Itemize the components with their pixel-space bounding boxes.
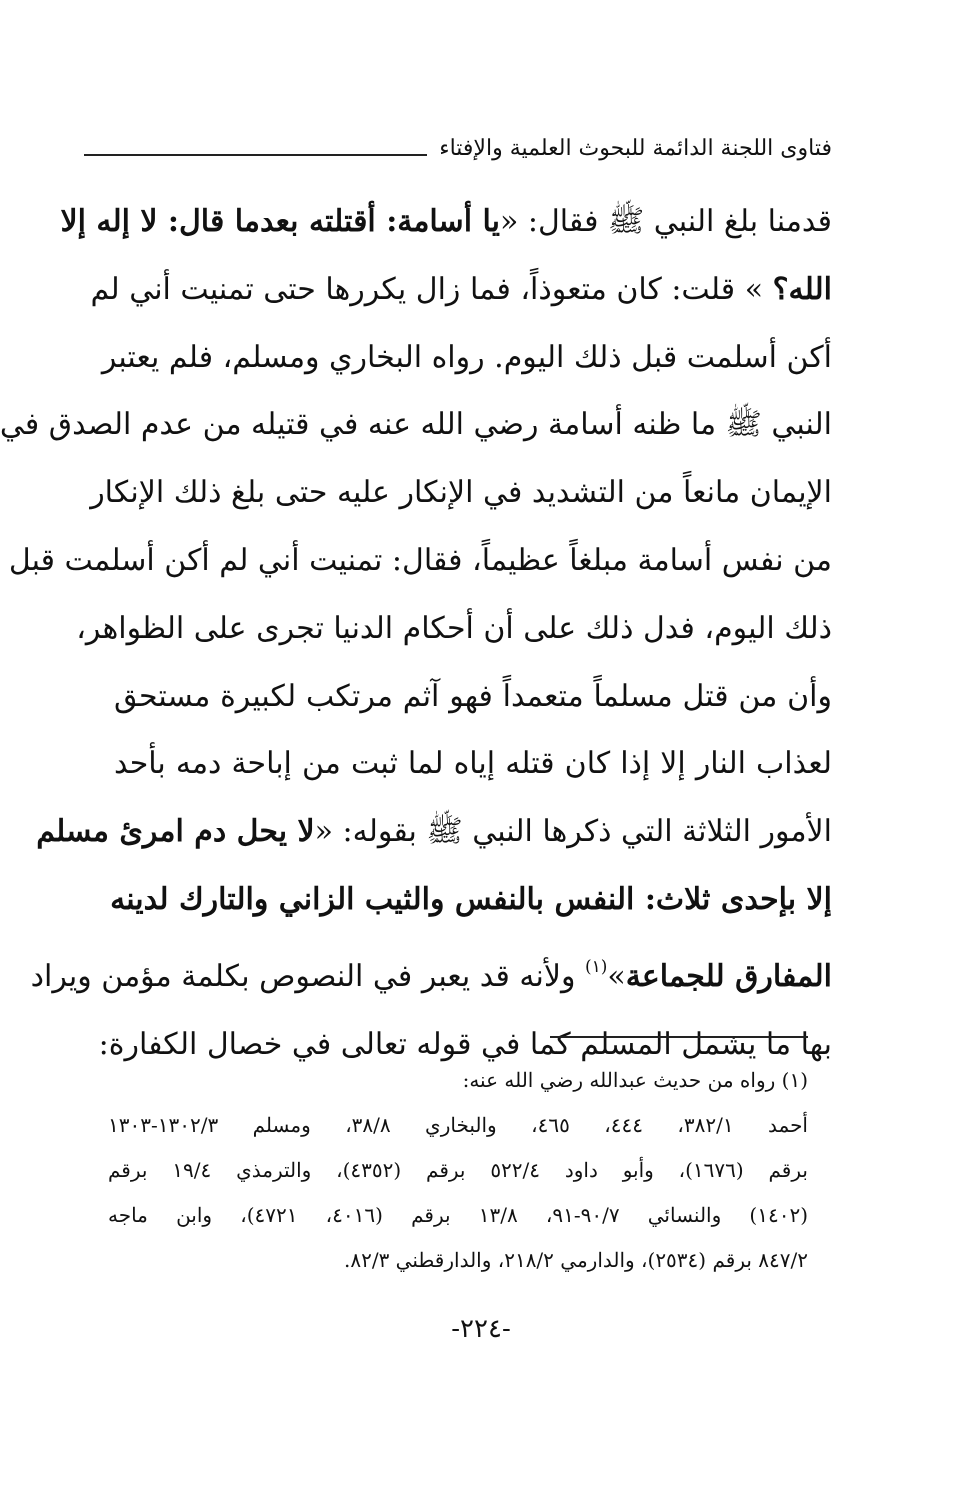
footnote-line: (١٤٠٢) والنسائي ٩٠/٧-٩١، ١٣/٨ برقم (٤٠١٦، ٤٧٢١)، وابن ماجه bbox=[108, 1203, 809, 1227]
text-line: أكن أسلمت قبل ذلك اليوم. رواه البخاري ومسلم، فلم يعتبر bbox=[101, 339, 832, 375]
text-line: الله؟ » قلت: كان متعوذاً، فما زال يكررها حتى تمنيت أني لم bbox=[90, 271, 832, 307]
hadith-quote: يا أسامة: أقتلته بعدما قال: لا إله إلا bbox=[60, 204, 500, 239]
footnote-line: ٨٤٧/٢ برقم (٢٥٣٤)، والدارمي ٢١٨/٢، والدارقطني ٨٢/٣. bbox=[344, 1248, 808, 1272]
header-rule bbox=[84, 154, 427, 156]
hadith-quote: إلا بإحدى ثلاث: النفس بالنفس والثيب الزاني والتارك لدينه bbox=[110, 881, 832, 917]
footnote-line: برقم (١٦٧٦)، وأبو داود ٥٢٢/٤ برقم (٤٣٥٢)، والترمذي ١٩/٤ برقم bbox=[108, 1158, 808, 1182]
footnotes bbox=[108, 1058, 808, 1283]
text-line: ذلك اليوم، فدل ذلك على أن أحكام الدنيا تجرى على الظواهر، bbox=[76, 610, 832, 646]
text-line: لعذاب النار إلا إذا كان قتله إياه لما ثبت من إباحة دمه بأحد bbox=[114, 746, 832, 782]
footnote-line: أحمد ٣٨٢/١، ٤٤٤، ٤٦٥، والبخاري ٣٨/٨، ومسلم ١٣٠٢/٣-١٣٠٣ bbox=[108, 1113, 808, 1137]
text-line: بها ما يشمل المسلم كما في قوله تعالى في خصال الكفارة: bbox=[98, 1026, 832, 1062]
footnote-separator bbox=[550, 1036, 808, 1038]
hadith-quote: لا يحل دم امرئ مسلم bbox=[36, 814, 315, 850]
text-line: المفارق للجماعة»$^{(١)}$ ولأنه قد يعبر في النصوص بكلمة مؤمن ويراد bbox=[30, 956, 832, 994]
text-line: النبي ﷺ ما ظنه أسامة رضي الله عنه في قتيله من عدم الصدق في bbox=[0, 407, 832, 443]
text-line: من نفس أسامة مبلغاً عظيماً، فقال: تمنيت أني لم أكن أسلمت قبل bbox=[8, 542, 832, 578]
text-line: وأن من قتل مسلماً متعمداً فهو آثم مرتكب لكبيرة مستحق bbox=[114, 678, 832, 714]
hadith-quote: المفارق للجماعة bbox=[625, 958, 832, 994]
text-line: الإيمان مانعاً من التشديد في الإنكار عليه حتى بلغ ذلك الإنكار bbox=[90, 475, 832, 511]
page-number: -٢٢٤- bbox=[451, 1314, 511, 1344]
footnote-line: (١) رواه من حديث عبدالله رضي الله عنه: bbox=[462, 1068, 808, 1092]
body-text bbox=[0, 188, 832, 1078]
hadith-quote: الله؟ bbox=[772, 271, 832, 307]
text-line: قدمنا بلغ النبي ﷺ فقال: «يا أسامة: أقتلته بعدما قال: لا إله إلا bbox=[60, 204, 832, 239]
text-line: الأمور الثلاثة التي ذكرها النبي ﷺ بقوله: «لا يحل دم امرئ مسلم bbox=[36, 814, 832, 850]
header-title: فتاوى اللجنة الدائمة للبحوث العلمية والإفتاء bbox=[439, 135, 832, 161]
footnote-reference: (١) bbox=[584, 956, 608, 977]
running-header bbox=[84, 128, 832, 168]
